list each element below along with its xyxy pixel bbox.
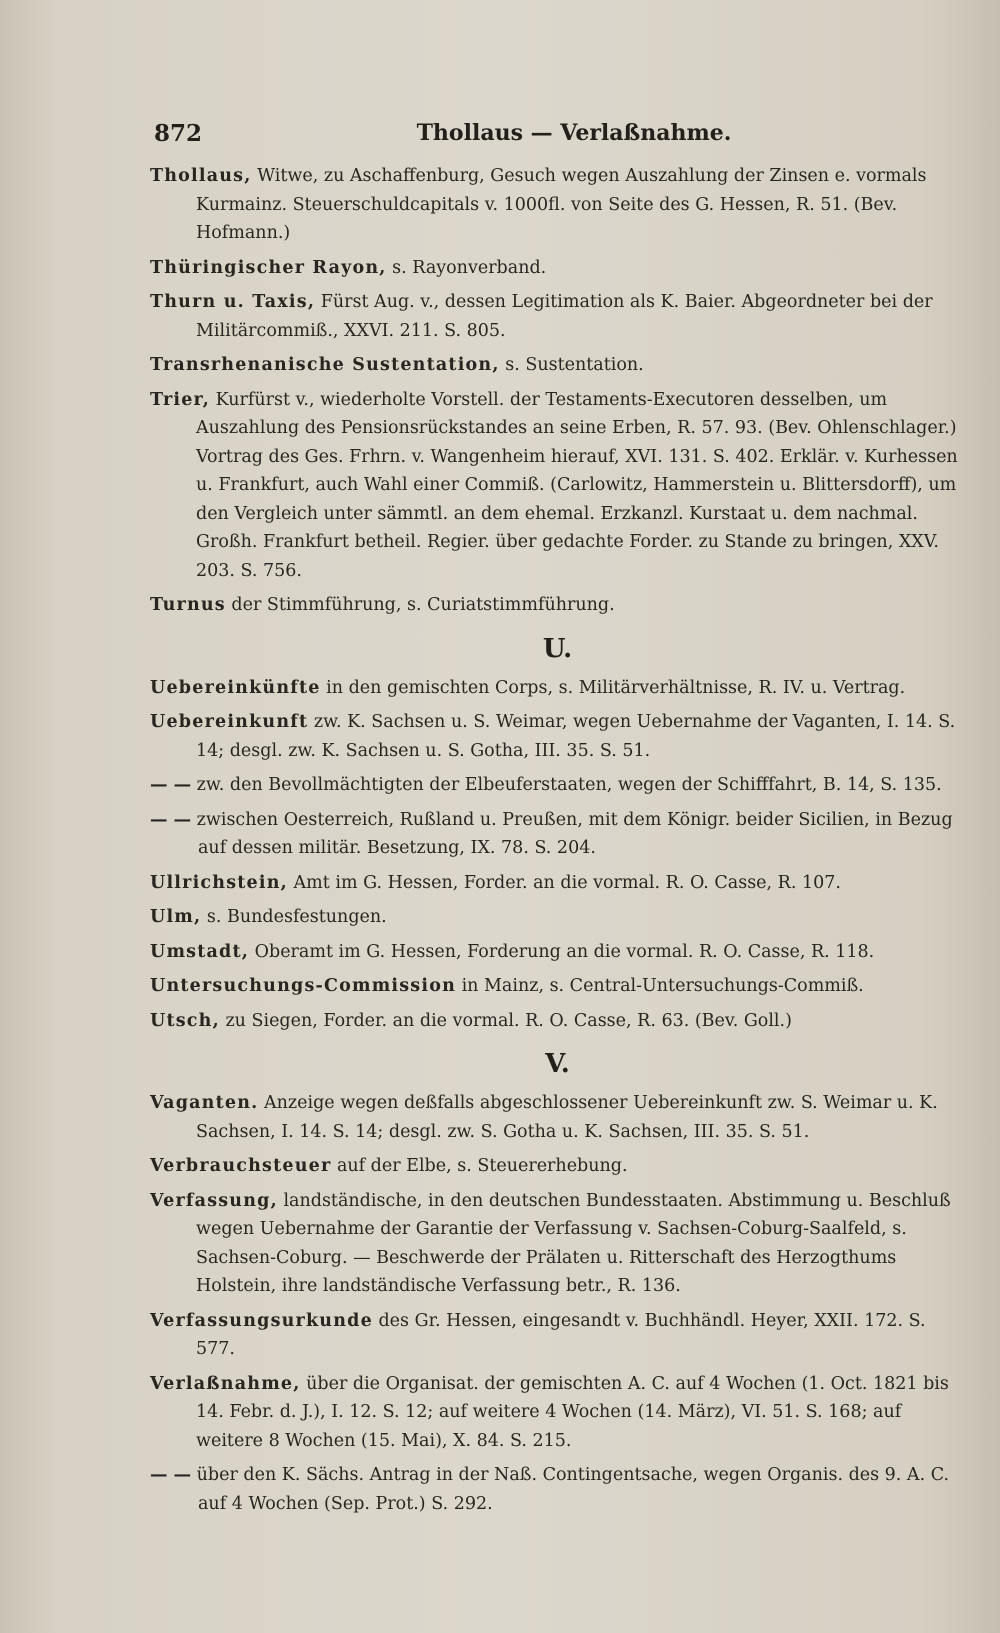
entry-text: über die Organisat. der gemischten A. C. auf 4 Wochen (1. Oct. 1821 bis 14. Febr. d. J.), I. 12. S. 12; auf weitere 4 Wochen (14. März), VI. 51. S. 168; auf weitere 8 Wochen (15. Mai), X. 84. S. 215. bbox=[196, 1373, 949, 1451]
index-entry bbox=[150, 1152, 965, 1181]
index-entry bbox=[150, 938, 965, 967]
entry-text: Amt im G. Hessen, Forder. an die vormal. R. O. Casse, R. 107. bbox=[287, 872, 841, 893]
entry-text: landständische, in den deutschen Bundesstaaten. Abstimmung u. Beschluß wegen Uebernahme der Garantie der Verfassung v. Sachsen-Coburg-Saalfeld, s. Sachsen-Coburg. — Beschwerde der Prälaten u. Ritterschaft des Herzogthums Holstein, ihre landständische Verfassung betr., R. 136. bbox=[196, 1190, 951, 1296]
entry-text: Witwe, zu Aschaffenburg, Gesuch wegen Auszahlung der Zinsen e. vormals Kurmainz. Steuerschuldcapitals v. 1000fl. von Seite des G. Hessen, R. 51. (Bev. Hofmann.) bbox=[196, 166, 927, 243]
entry-head: Thurn u. Taxis, bbox=[150, 292, 316, 312]
entry-text: auf der Elbe, s. Steuererhebung. bbox=[331, 1156, 628, 1176]
entry-head: Uebereinkünfte bbox=[150, 677, 321, 698]
index-subentry bbox=[150, 771, 965, 800]
index-subentry bbox=[150, 806, 965, 863]
entry-dash: — — bbox=[150, 1465, 192, 1485]
entry-head: Trier, bbox=[150, 389, 210, 410]
entry-head: Ullrichstein, bbox=[150, 872, 288, 893]
index-entry bbox=[150, 1307, 965, 1364]
index-entry bbox=[150, 1187, 965, 1301]
entry-text: zu Siegen, Forder. an die vormal. R. O. Casse, R. 63. (Bev. Goll.) bbox=[219, 1010, 792, 1031]
index-entry bbox=[150, 162, 965, 248]
index-entry bbox=[150, 1089, 965, 1146]
entry-text: in Mainz, s. Central-Untersuchungs-Commiß. bbox=[456, 976, 864, 996]
index-entry bbox=[150, 1370, 965, 1456]
running-head: Thollaus — Verlaßnahme. bbox=[416, 120, 732, 146]
entry-head: Untersuchungs-Commission bbox=[150, 976, 457, 996]
entry-head: Verfassung, bbox=[150, 1190, 278, 1211]
entry-head: Utsch, bbox=[150, 1010, 220, 1031]
index-entry bbox=[150, 708, 965, 765]
entry-head: Ulm, bbox=[150, 907, 202, 927]
entry-text: Fürst Aug. v., dessen Legitimation als K. Baier. Abgeordneter bei der Militärcommiß., XXVI. 211. S. 805. bbox=[196, 292, 933, 341]
entry-dash: — — bbox=[150, 775, 192, 795]
entry-text: Kurfürst v., wiederholte Vorstell. der Testaments-Executoren desselben, um Auszahlung des Pensionsrückstandes an seine Erben, R. 57. 93. (Bev. Ohlenschlager.) Vortrag des Ges. Frhrn. v. Wangenheim hierauf, XVI. 131. S. 402. Erklär. v. Kurhessen u. Frankfurt, auch Wahl einer Commiß. (Carlowitz, Hammerstein u. Blittersdorff), um den Vergleich unter sämmtl. an dem ehemal. Erzkanzl. Kurstaat u. dem nachmal. Großh. Frankfurt betheil. Regier. über gedachte Forder. zu Stande zu bringen, XXV. 203. S. 756. bbox=[196, 389, 958, 581]
entry-head: Verbrauchsteuer bbox=[150, 1156, 332, 1176]
entry-text: über den K. Sächs. Antrag in der Naß. Contingentsache, wegen Organis. des 9. A. C. auf 4 Wochen (Sep. Prot.) S. 292. bbox=[191, 1465, 950, 1514]
section-letter-v: V. bbox=[545, 1049, 570, 1079]
page-number: 872 bbox=[154, 120, 203, 147]
index-entry bbox=[150, 351, 965, 380]
index-entry bbox=[150, 288, 965, 345]
index-entry bbox=[150, 869, 965, 898]
section-letter-u: U. bbox=[542, 633, 573, 664]
entry-head: Verfassungsurkunde bbox=[150, 1310, 373, 1331]
entry-text: s. Bundesfestungen. bbox=[201, 907, 387, 927]
index-entry bbox=[150, 1007, 965, 1036]
index-entry bbox=[150, 903, 965, 932]
entry-head: Umstadt, bbox=[150, 941, 250, 962]
index-entry bbox=[150, 254, 965, 283]
entry-dash: — — bbox=[150, 809, 192, 830]
index-subentry bbox=[150, 1461, 965, 1518]
entry-head: Thüringischer Rayon, bbox=[150, 257, 387, 278]
entry-head: Turnus bbox=[150, 595, 226, 615]
entry-head: Uebereinkunft bbox=[150, 712, 309, 732]
entry-text: der Stimmführung, s. Curiatstimmführung. bbox=[225, 595, 615, 615]
index-entry bbox=[150, 386, 965, 586]
entry-text: s. Sustentation. bbox=[499, 355, 644, 375]
entry-text: zw. K. Sachsen u. S. Weimar, wegen Uebernahme der Vaganten, I. 14. S. 14; desgl. zw. K. Sachsen u. S. Gotha, III. 35. S. 51. bbox=[196, 712, 956, 761]
index-entry bbox=[150, 591, 965, 620]
entry-head: Transrhenanische Sustentation, bbox=[150, 355, 500, 375]
entry-text: s. Rayonverband. bbox=[386, 257, 547, 278]
entry-text: in den gemischten Corps, s. Militärverhältnisse, R. IV. u. Vertrag. bbox=[320, 677, 906, 698]
entry-text: Oberamt im G. Hessen, Forderung an die vormal. R. O. Casse, R. 118. bbox=[249, 941, 875, 962]
entry-text: Anzeige wegen deßfalls abgeschlossener Uebereinkunft zw. S. Weimar u. K. Sachsen, I. 14. S. 14; desgl. zw. S. Gotha u. K. Sachsen, III. 35. S. 51. bbox=[196, 1093, 938, 1142]
entry-head: Verlaßnahme, bbox=[150, 1373, 301, 1394]
index-entries bbox=[150, 162, 965, 1524]
entry-text: zw. den Bevollmächtigten der Elbeuferstaaten, wegen der Schifffahrt, B. 14, S. 135. bbox=[191, 775, 942, 795]
entry-text: zwischen Oesterreich, Rußland u. Preußen, mit dem Königr. beider Sicilien, in Bezug auf dessen militär. Besetzung, IX. 78. S. 204. bbox=[191, 809, 953, 858]
entry-head: Vaganten. bbox=[150, 1093, 259, 1113]
page-header bbox=[154, 116, 964, 152]
index-entry bbox=[150, 972, 965, 1001]
index-entry bbox=[150, 674, 965, 703]
entry-head: Thollaus, bbox=[150, 166, 252, 186]
entry-text: des Gr. Hessen, eingesandt v. Buchhändl. Heyer, XXII. 172. S. 577. bbox=[196, 1310, 926, 1359]
